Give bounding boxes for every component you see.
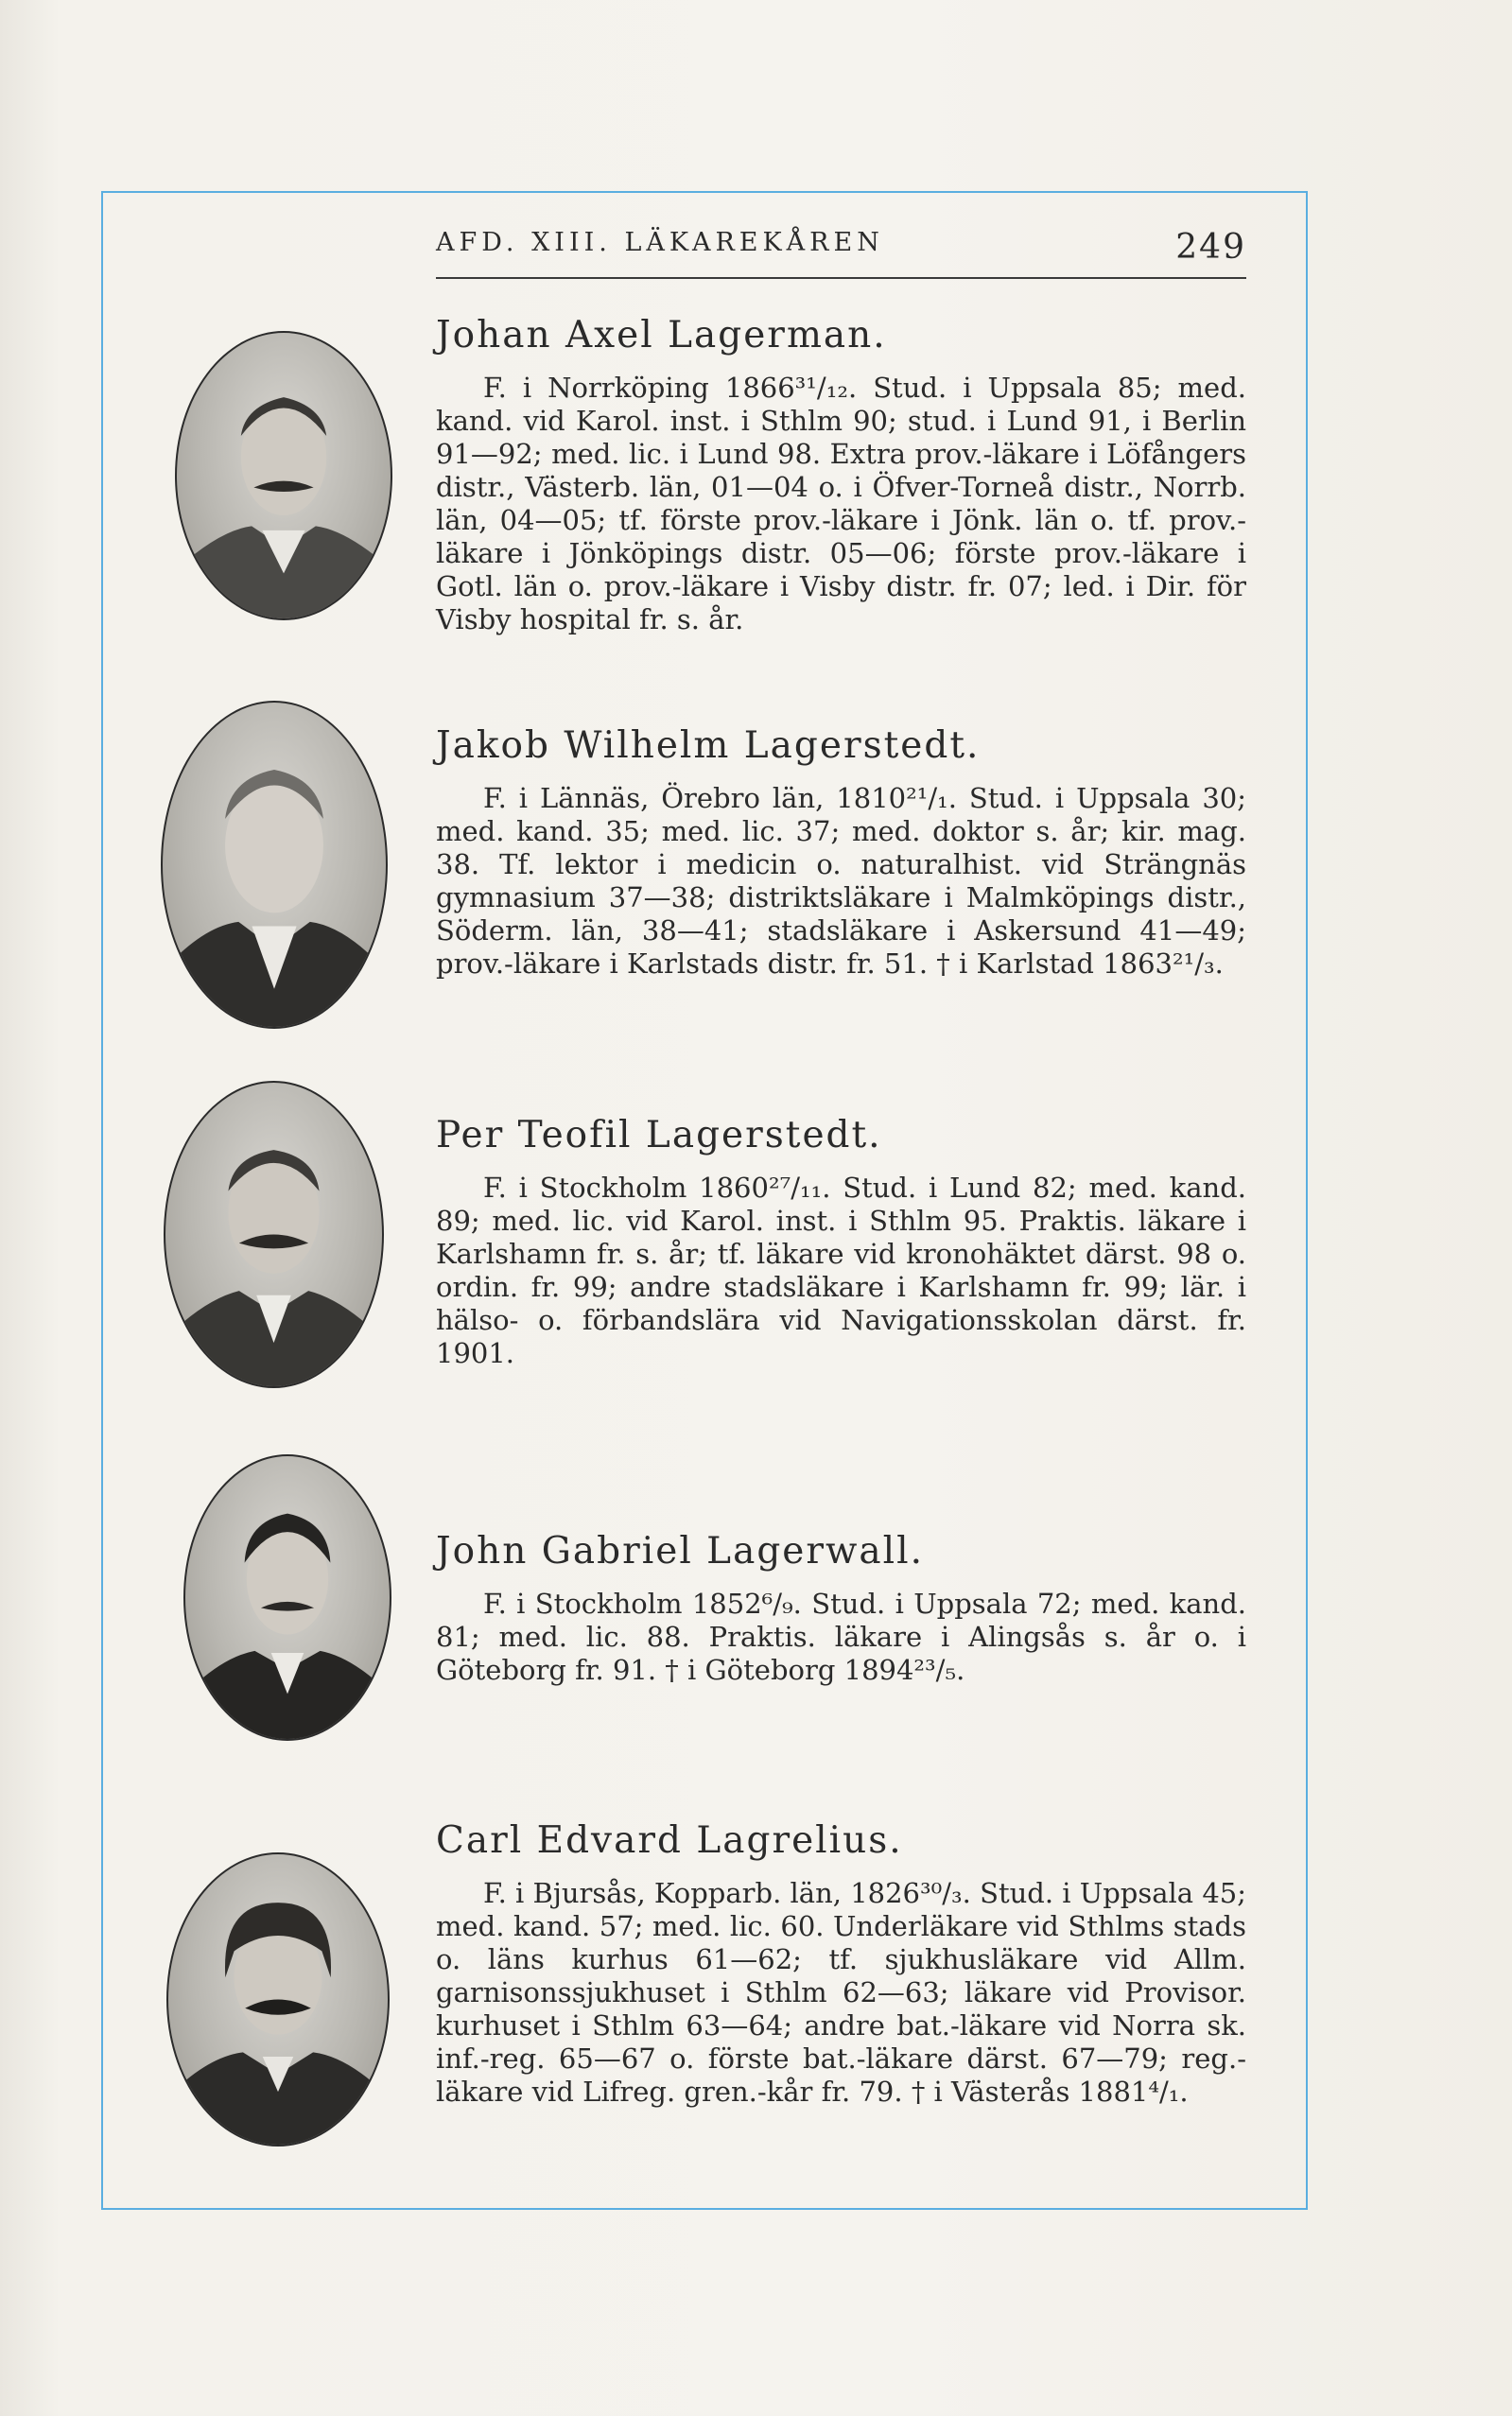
page-number: 249 bbox=[1175, 228, 1246, 267]
entry-biography: F. i Stockholm 1852⁶/₉. Stud. i Uppsala 72; med. kand. 81; med. lic. 88. Praktis. läkare i Alingsås s. år o. i Göteborg fr. 91. † i Göteborg 1894²³/₅. bbox=[436, 1588, 1246, 1686]
entry-name: Jakob Wilhelm Lagerstedt. bbox=[436, 724, 981, 767]
section-title: AFD. XIII. LÄKAREKÅREN bbox=[436, 228, 884, 257]
entry-jakob-wilhelm-lagerstedt bbox=[436, 724, 1246, 981]
portrait-carl-edvard-lagrelius bbox=[166, 1852, 390, 2147]
entry-carl-edvard-lagrelius bbox=[436, 1819, 1246, 2109]
entry-name: John Gabriel Lagerwall. bbox=[436, 1530, 924, 1573]
portrait-per-teofil-lagerstedt bbox=[164, 1081, 384, 1388]
entry-name: Per Teofil Lagerstedt. bbox=[436, 1114, 882, 1156]
entry-name: Johan Axel Lagerman. bbox=[436, 314, 887, 356]
entry-biography: F. i Stockholm 1860²⁷/₁₁. Stud. i Lund 82; med. kand. 89; med. lic. vid Karol. inst. i Sthlm 95. Praktis. läkare i Karlshamn fr. s. år; tf. läkare vid kronohäktet därst. 98 o. ordin. fr. 99; andre stadsläkare i Karlshamn fr. 99; lär. i hälso- o. förbandslära vid Navigationsskolan därst. fr. 1901. bbox=[436, 1172, 1246, 1369]
entry-biography: F. i Bjursås, Kopparb. län, 1826³⁰/₃. Stud. i Uppsala 45; med. kand. 57; med. lic. 60. Underläkare vid Sthlms stads o. läns kurhus 61—62; tf. sjukhusläkare vid Allm. garnisonssjukhuset i Sthlm 62—63; läkare vid Provisor. kurhuset i Sthlm 63—64; andre bat.-läkare vid Norra sk. inf.-reg. 65—67 o. förste bat.-läkare därst. 67—79; reg.-läkare vid Lifreg. gren.-kår fr. 79. † i Västerås 1881⁴/₁. bbox=[436, 1877, 1246, 2108]
portrait-johan-axel-lagerman bbox=[175, 331, 392, 620]
entry-johan-axel-lagerman bbox=[436, 314, 1246, 636]
entry-name: Carl Edvard Lagrelius. bbox=[436, 1819, 903, 1862]
entry-john-gabriel-lagerwall bbox=[436, 1530, 1246, 1687]
portrait-john-gabriel-lagerwall bbox=[183, 1454, 391, 1741]
entry-per-teofil-lagerstedt bbox=[436, 1114, 1246, 1370]
entry-biography: F. i Norrköping 1866³¹/₁₂. Stud. i Uppsala 85; med. kand. vid Karol. inst. i Sthlm 90; stud. i Lund 91, i Berlin 91—92; med. lic. i Lund 98. Extra prov.-läkare i Löfångers distr., Västerb. län, 01—04 o. i Öfver-Torneå distr., Norrb. län, 04—05; tf. förste prov.-läkare i Jönk. län o. tf. prov.-läkare i Jönköpings distr. 05—06; förste prov.-läkare i Gotl. län o. prov.-läkare i Visby distr. fr. 07; led. i Dir. för Visby hospital fr. s. år. bbox=[436, 372, 1246, 635]
portrait-jakob-wilhelm-lagerstedt bbox=[161, 701, 388, 1029]
running-head bbox=[436, 224, 1246, 279]
entry-biography: F. i Lännäs, Örebro län, 1810²¹/₁. Stud. i Uppsala 30; med. kand. 35; med. lic. 37; med. doktor s. år; kir. mag. 38. Tf. lektor i medicin o. naturalhist. vid Strängnäs gymnasium 37—38; distriktsläkare i Malmköpings distr., Söderm. län, 38—41; stadsläkare i Askersund 41—49; prov.-läkare i Karlstads distr. fr. 51. † i Karlstad 1863²¹/₃. bbox=[436, 782, 1246, 980]
